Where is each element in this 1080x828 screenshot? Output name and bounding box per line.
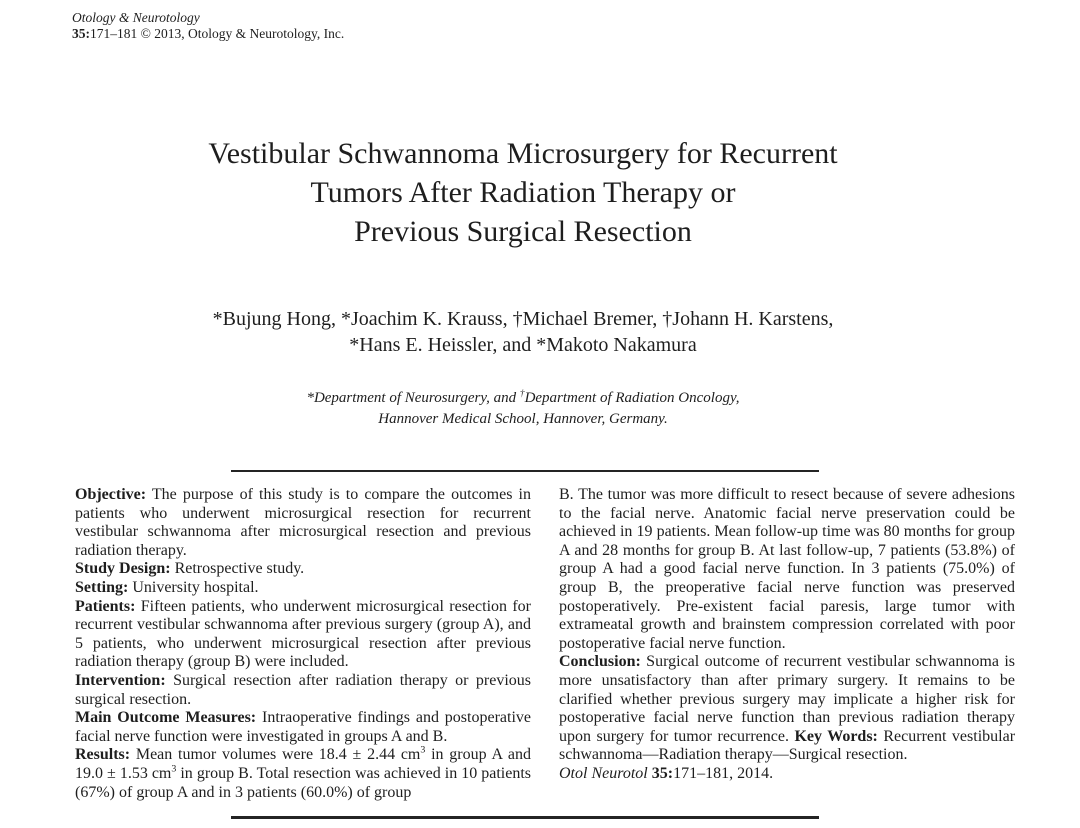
abstract-paragraph-results: Results: Mean tumor volumes were 18.4 ± 2.44 $cm^3$ in group A and 19.0 ± 1.53 $cm^3$ in group B. Total resection was achieved in 10 patients (67%) of group A and in 3 patients (60.0%) of group bbox=[75, 744, 532, 801]
abstract-paragraph-setting: Setting: University hospital. bbox=[75, 578, 259, 596]
abstract-column-left bbox=[75, 486, 531, 802]
abstract bbox=[75, 486, 1015, 802]
abstract-citation-line: Otol Neurotol 35:171–181, 2014. bbox=[559, 764, 774, 782]
abstract-top-rule bbox=[231, 470, 819, 472]
journal-citation: 35:171–181 © 2013, Otology & Neurotology, Inc. bbox=[72, 26, 345, 41]
abstract-paragraph-main-outcome-measures: Main Outcome Measures: Intraoperative findings and postoperative facial nerve function were investigated in groups A and B. bbox=[75, 709, 531, 745]
affiliation-line: Hannover Medical School, Hannover, Germany. bbox=[378, 411, 668, 427]
journal-header bbox=[72, 10, 344, 42]
affiliation-block bbox=[17, 388, 1029, 430]
affiliation-line: *Department of Neurosurgery, and †Department of Radiation Oncology, bbox=[306, 389, 740, 406]
abstract-paragraph-objective: Objective: The purpose of this study is to compare the outcomes in patients who underwent microsurgical resection for recurrent vestibular schwannoma after microsurgical resection and previous radiation therapy. bbox=[75, 486, 531, 559]
page-bottom-rule bbox=[231, 816, 819, 819]
article-title-line: Previous Surgical Resection bbox=[354, 215, 692, 248]
journal-name: Otology & Neurotology bbox=[72, 10, 200, 25]
article-title bbox=[17, 134, 1029, 251]
abstract-column-right bbox=[559, 486, 1015, 802]
abstract-paragraph-patients: Patients: Fifteen patients, who underwent microsurgical resection for recurrent vestibular schwannoma after previous surgery (group A), and 5 patients, who underwent microsurgical resection after previous radiation therapy (group B) were included. bbox=[75, 597, 531, 671]
abstract-paragraph-study-design: Study Design: Retrospective study. bbox=[75, 560, 305, 578]
authors-line: *Hans E. Heissler, and *Makoto Nakamura bbox=[349, 334, 697, 356]
abstract-paragraph-conclusion: Conclusion: Surgical outcome of recurrent vestibular schwannoma is more unsatisfactory than after primary surgery. It remains to be clarified whether previous surgery may implicate a higher risk for postoperative facial nerve function than previous radiation therapy upon surgery for tumor recurrence. Key Words: Recurrent vestibular schwannoma—Radiation therapy—Surgical resection. bbox=[559, 653, 1016, 764]
authors-block bbox=[17, 306, 1029, 358]
article-title-line: Vestibular Schwannoma Microsurgery for Recurrent bbox=[208, 137, 838, 170]
authors-line: *Bujung Hong, *Joachim K. Krauss, †Michael Bremer, †Johann H. Karstens, bbox=[212, 308, 834, 330]
article-title-line: Tumors After Radiation Therapy or bbox=[310, 176, 736, 209]
abstract-paragraph-intervention: Intervention: Surgical resection after radiation therapy or previous surgical resection. bbox=[75, 671, 531, 708]
abstract-paragraph-results-continued: B. The tumor was more difficult to resect because of severe adhesions to the facial nerve. Anatomic facial nerve preservation could be achieved in 19 patients. Mean follow-up time was 80 months for group A and 28 months for group B. At last follow-up, 7 patients (53.8%) of group A had a good facial nerve function. In 3 patients (75.0%) of group B, the preoperative facial nerve function was preserved postoperatively. Pre-existent facial paresis, large tumor with extrameatal growth and brainstem compression correlated with poor postoperative facial nerve function. bbox=[559, 486, 1015, 652]
